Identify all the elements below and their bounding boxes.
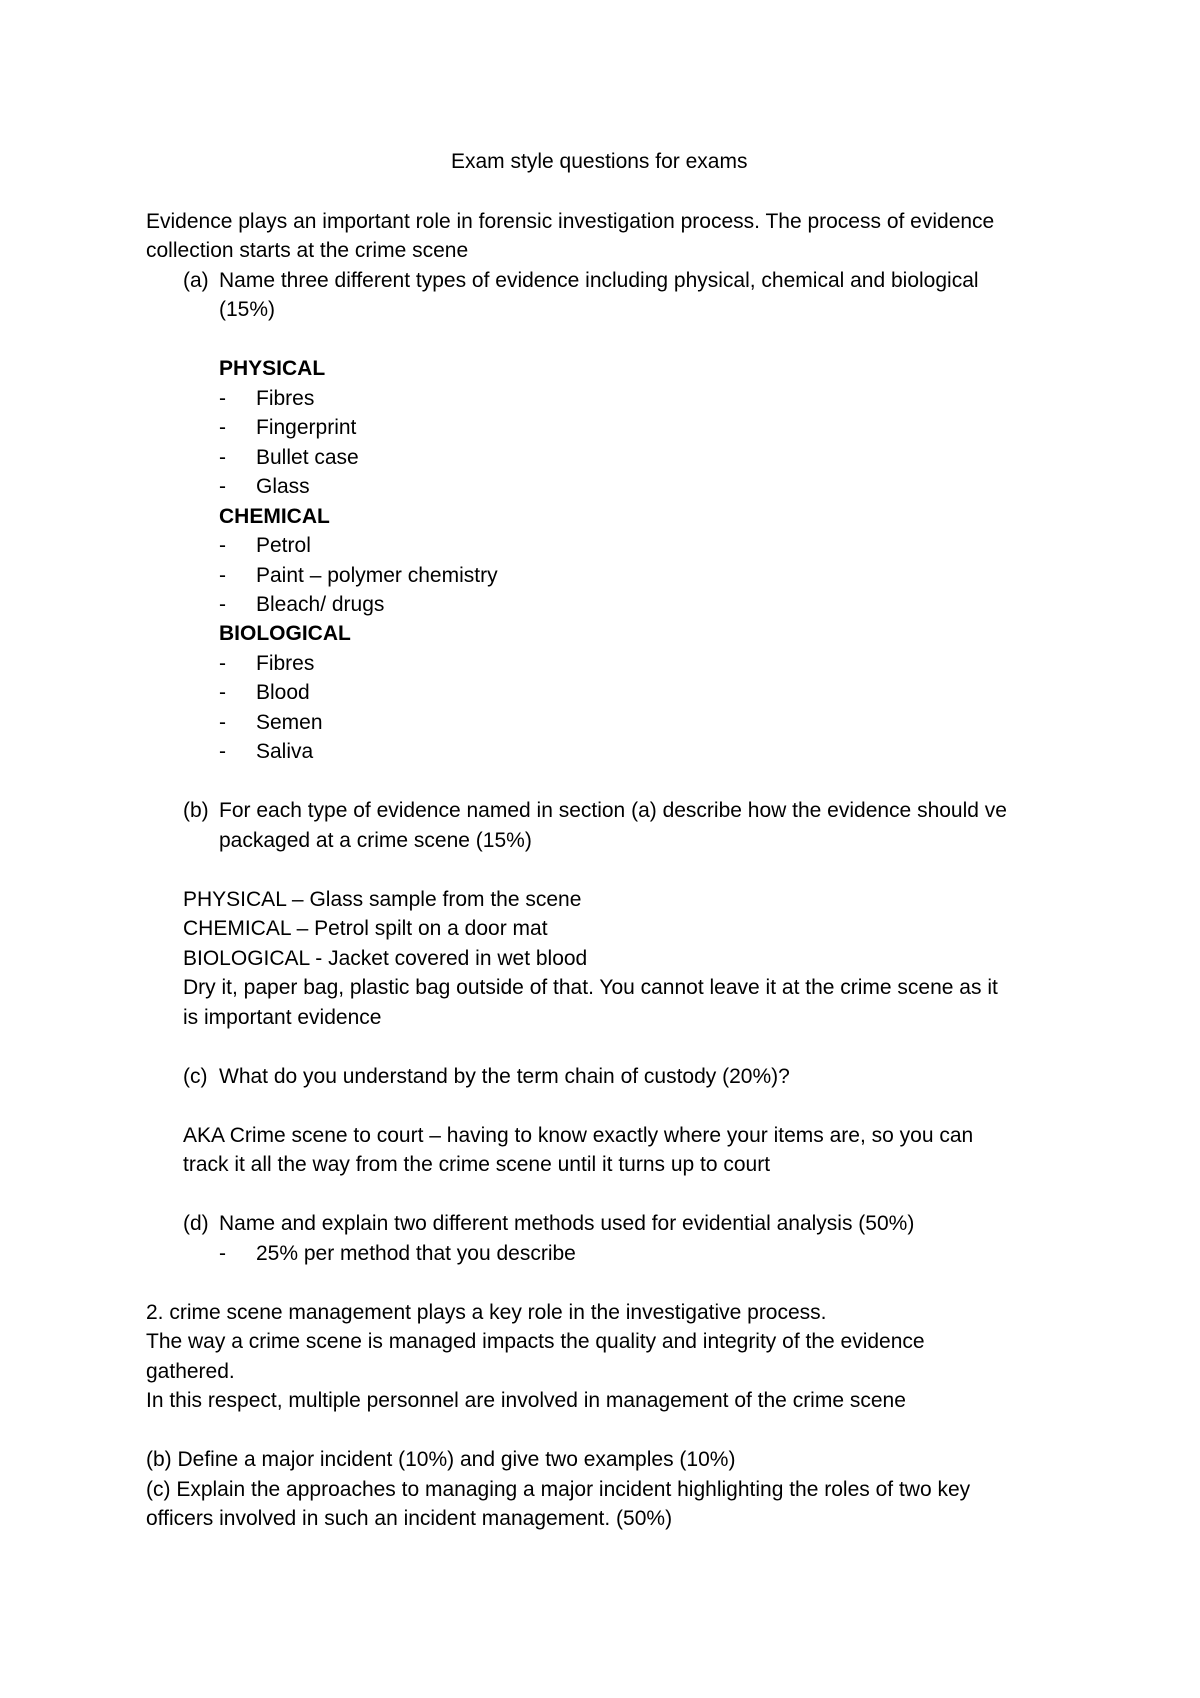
q1c-marker: (c) <box>183 1065 208 1088</box>
list-item: Paint – polymer chemistry <box>256 564 498 587</box>
q2c-question-line-1: (c) Explain the approaches to managing a major incident highlighting the roles of two key <box>146 1478 971 1501</box>
dash: - <box>219 416 226 439</box>
dash: - <box>219 681 226 704</box>
q2-line: gathered. <box>146 1360 235 1383</box>
q2c-question-line-2: officers involved in such an incident management. (50%) <box>146 1507 673 1530</box>
list-item: Fingerprint <box>256 416 357 439</box>
q1-intro-line-1: Evidence plays an important role in forensic investigation process. The process of evidence <box>146 210 995 233</box>
biological-heading: BIOLOGICAL <box>219 622 351 645</box>
list-item: Fibres <box>256 652 315 675</box>
list-item: Semen <box>256 711 323 734</box>
physical-heading: PHYSICAL <box>219 357 326 380</box>
q2-line: 2. crime scene management plays a key role in the investigative process. <box>146 1301 827 1324</box>
dash: - <box>219 534 226 557</box>
dash: - <box>219 652 226 675</box>
q1b-answer-line: Dry it, paper bag, plastic bag outside of that. You cannot leave it at the crime scene as it <box>183 976 998 999</box>
q1b-answer-line: BIOLOGICAL - Jacket covered in wet blood <box>183 947 588 970</box>
dash: - <box>219 1242 226 1265</box>
q2-line: In this respect, multiple personnel are involved in management of the crime scene <box>146 1389 906 1412</box>
list-item: Bleach/ drugs <box>256 593 385 616</box>
q1c-answer-line-2: track it all the way from the crime scene until it turns up to court <box>183 1153 771 1176</box>
q1b-answer-line: is important evidence <box>183 1006 382 1029</box>
q1b-question-line-2: packaged at a crime scene (15%) <box>219 829 532 852</box>
dash: - <box>219 446 226 469</box>
dash: - <box>219 475 226 498</box>
q1c-question: What do you understand by the term chain of custody (20%)? <box>219 1065 790 1088</box>
q1b-answer-line: PHYSICAL – Glass sample from the scene <box>183 888 582 911</box>
q2b-question: (b) Define a major incident (10%) and give two examples (10%) <box>146 1448 736 1471</box>
dash: - <box>219 387 226 410</box>
dash: - <box>219 564 226 587</box>
q1-intro-line-2: collection starts at the crime scene <box>146 239 469 262</box>
q1b-question-line-1: For each type of evidence named in section (a) describe how the evidence should ve <box>219 799 1007 822</box>
q1a-question-line-2: (15%) <box>219 298 276 321</box>
q2-line: The way a crime scene is managed impacts the quality and integrity of the evidence <box>146 1330 925 1353</box>
q1d-question: Name and explain two different methods used for evidential analysis (50%) <box>219 1212 915 1235</box>
list-item: Blood <box>256 681 310 704</box>
q1b-answer-line: CHEMICAL – Petrol spilt on a door mat <box>183 917 548 940</box>
list-item: Petrol <box>256 534 311 557</box>
q1a-marker: (a) <box>183 269 209 292</box>
q1d-bullet: 25% per method that you describe <box>256 1242 576 1265</box>
list-item: Bullet case <box>256 446 359 469</box>
dash: - <box>219 593 226 616</box>
q1c-answer-line-1: AKA Crime scene to court – having to know exactly where your items are, so you can <box>183 1124 974 1147</box>
dash: - <box>219 740 226 763</box>
document-title: Exam style questions for exams <box>451 150 748 173</box>
list-item: Saliva <box>256 740 314 763</box>
dash: - <box>219 711 226 734</box>
q1d-marker: (d) <box>183 1212 209 1235</box>
list-item: Glass <box>256 475 310 498</box>
q1a-question-line-1: Name three different types of evidence including physical, chemical and biological <box>219 269 979 292</box>
list-item: Fibres <box>256 387 315 410</box>
q1b-marker: (b) <box>183 799 209 822</box>
chemical-heading: CHEMICAL <box>219 505 330 528</box>
